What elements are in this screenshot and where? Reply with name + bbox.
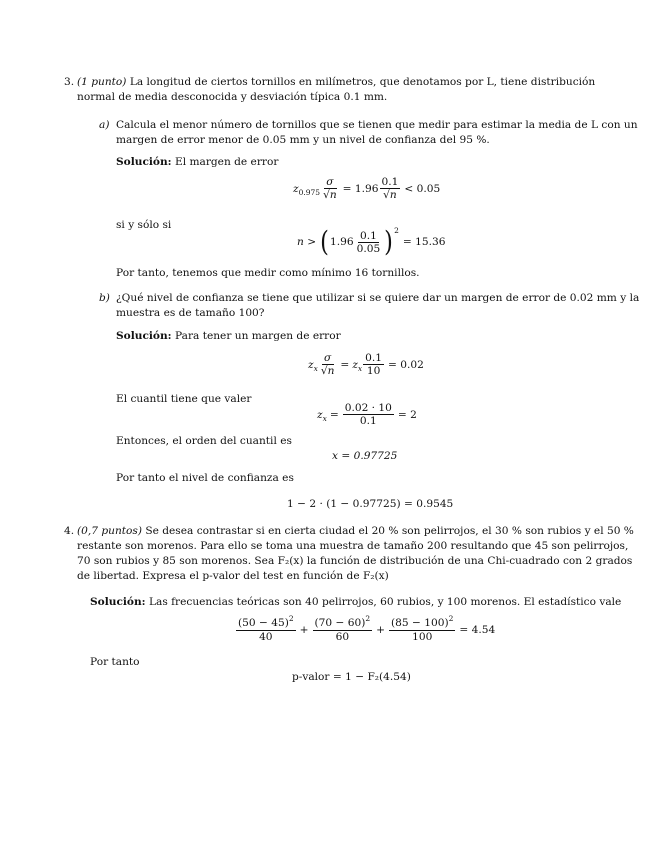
quantile-text: El cuantil tiene que valer <box>116 393 252 405</box>
part-a-line-2: margen de error menor de 0.05 mm y un nivel de confianza del 95 %. <box>116 134 490 146</box>
numerator: 0.02 · 10 <box>344 402 392 414</box>
equation-zx-value <box>317 402 417 427</box>
solution-heading <box>116 329 341 343</box>
statement-line-2: normal de media desconocida y desviación típica 0.1 mm. <box>77 91 388 103</box>
numerator: 0.1 <box>381 176 399 188</box>
fraction-01-005 <box>355 230 383 255</box>
numerator: (85 − 100) <box>391 617 449 629</box>
denominator: 40 <box>259 631 273 643</box>
equation-zx-margin <box>308 352 424 377</box>
numerator: 0.1 <box>365 352 382 364</box>
iff-text: si y sólo si <box>116 219 172 231</box>
plus: + <box>376 624 386 636</box>
right-paren: ) <box>384 225 394 258</box>
statement-line-1: Se desea contrastar si en cierta ciudad el 20 % son pelirrojos, el 30 % son rubios y el 50 % <box>145 525 634 537</box>
equals: = <box>340 358 350 371</box>
fraction-term-2 <box>313 614 373 643</box>
statement-line-3: 70 son rubios y 85 son morenos. Sea F₂(x) la función de distribución de una Chi-cuadrado con 2 grados <box>77 555 633 567</box>
z-subscript: x <box>313 363 318 373</box>
n-greater: n > <box>297 236 317 248</box>
z-subscript: x <box>322 413 327 423</box>
exponent: 2 <box>448 614 454 623</box>
equation-p-value: p-valor = 1 − F₂(4.54) <box>292 671 411 683</box>
solution-heading <box>116 155 278 169</box>
statement-line-2: restante son morenos. Para ello se toma una muestra de tamaño 200 resultando que 45 son pelirrojos, <box>77 540 629 552</box>
denominator: 100 <box>412 631 433 643</box>
result: = 15.36 <box>402 236 446 248</box>
part-label: b) <box>99 292 110 304</box>
z-symbol: z <box>317 408 323 421</box>
n-symbol: n <box>329 189 337 201</box>
statement-line-4: de libertad. Expresa el p-valor del test en función de F₂(x) <box>77 570 389 582</box>
left-paren: ( <box>320 225 329 258</box>
fraction-002x10-01 <box>343 402 394 427</box>
exponent: 2 <box>394 226 399 235</box>
problem-number: 3. <box>64 76 75 88</box>
solution-text: Las frecuencias teóricas son 40 pelirrojos, 60 rubios, y 100 morenos. El estadístico vale <box>148 596 622 608</box>
denominator: 60 <box>335 631 350 643</box>
conclusion-a: Por tanto, tenemos que medir como mínimo 16 tornillos. <box>116 267 420 279</box>
sigma: σ <box>324 352 332 364</box>
numerator: (50 − 45) <box>238 617 289 629</box>
points-label: (1 punto) <box>77 76 127 88</box>
solution-heading <box>90 595 621 609</box>
result: = 0.02 <box>388 358 424 371</box>
exponent: 2 <box>288 614 294 623</box>
equation-n-bound <box>297 225 446 258</box>
fraction-01-10 <box>363 352 384 377</box>
z-subscript: x <box>357 363 363 373</box>
solution-label: Solución: <box>116 156 172 168</box>
order-text: Entonces, el orden del cuantil es <box>116 435 292 447</box>
equals: = <box>329 408 339 421</box>
n-symbol: n <box>327 365 335 377</box>
equals-196: = 1.96 <box>342 182 379 195</box>
problem-number: 4. <box>64 525 75 537</box>
problem-statement <box>77 524 634 538</box>
points-label: (0,7 puntos) <box>77 525 142 537</box>
therefore-text: Por tanto <box>90 656 140 668</box>
equation-confidence: 1 − 2 · (1 − 0.97725) = 0.9545 <box>287 498 454 510</box>
solution-text: El margen de error <box>174 156 279 168</box>
less-than: < 0.05 <box>404 182 441 195</box>
problem-statement <box>77 75 595 89</box>
fraction-sigma-sqrt-n: $\frac{\sigma}{√n}$ <box>323 176 337 201</box>
result: = 2 <box>397 408 417 421</box>
part-b-line-2: muestra es de tamaño 100? <box>116 307 265 319</box>
part-label: a) <box>99 119 110 131</box>
exponent: 2 <box>365 614 371 623</box>
fraction-term-3 <box>389 614 455 643</box>
denominator: 0.05 <box>356 242 381 255</box>
fraction-01-sqrt-n: $\frac{0.1}{√n}$ <box>381 176 399 201</box>
plus: + <box>299 624 309 636</box>
z-subscript: 0.975 <box>298 187 321 197</box>
denominator: 10 <box>366 365 381 377</box>
result: = 4.54 <box>459 624 496 636</box>
fraction-term-1 <box>236 614 296 643</box>
solution-text: Para tener un margen de error <box>174 330 341 342</box>
sigma: σ <box>326 176 334 188</box>
coefficient: 1.96 <box>330 236 354 248</box>
confidence-text: Por tanto el nivel de confianza es <box>116 472 294 484</box>
solution-label: Solución: <box>116 330 172 342</box>
z-symbol: z <box>293 182 299 195</box>
equation-margin <box>293 176 440 201</box>
statement-line-1: La longitud de ciertos tornillos en milímetros, que denotamos por L, tiene distribución <box>129 76 596 88</box>
equation-chi-square <box>235 614 496 643</box>
equation-order: x = 0.97725 <box>332 450 398 462</box>
n-symbol: n <box>389 189 397 201</box>
z-symbol: z <box>308 358 314 371</box>
solution-label: Solución: <box>90 596 146 608</box>
numerator: (70 − 60) <box>314 617 366 629</box>
part-a-line-1: Calcula el menor número de tornillos que se tienen que medir para estimar la media de L con un <box>116 119 638 131</box>
numerator: 0.1 <box>359 229 377 242</box>
denominator: 0.1 <box>359 415 377 427</box>
fraction-sigma-sqrt-n: $\frac{\sigma}{√n}$ <box>320 352 335 377</box>
z-symbol: z <box>352 358 358 371</box>
part-b-line-1: ¿Qué nivel de confianza se tiene que utilizar si se quiere dar un margen de error de 0.02 mm y la <box>116 292 640 304</box>
